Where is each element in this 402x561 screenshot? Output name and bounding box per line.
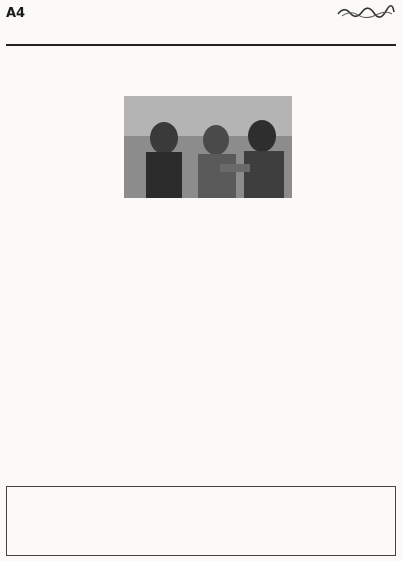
info-box-column-middle (195, 493, 295, 551)
sidebar-text (300, 138, 394, 480)
newspaper-logo (336, 4, 396, 18)
sidebar (300, 100, 394, 480)
body-column-2 (136, 214, 254, 478)
info-box-column-right (301, 493, 391, 551)
page-number: A4 (6, 6, 26, 21)
lead-paragraph (12, 100, 116, 190)
article-photo (124, 96, 292, 198)
article-subhead (12, 196, 116, 224)
info-box-title (119, 501, 189, 537)
masthead (6, 4, 396, 42)
masthead-rule (6, 44, 396, 46)
body-column-1 (12, 230, 130, 478)
info-box (6, 486, 396, 556)
photo-illustration (124, 96, 292, 198)
sidebar-head (300, 100, 394, 134)
info-box-column-left (13, 493, 113, 551)
